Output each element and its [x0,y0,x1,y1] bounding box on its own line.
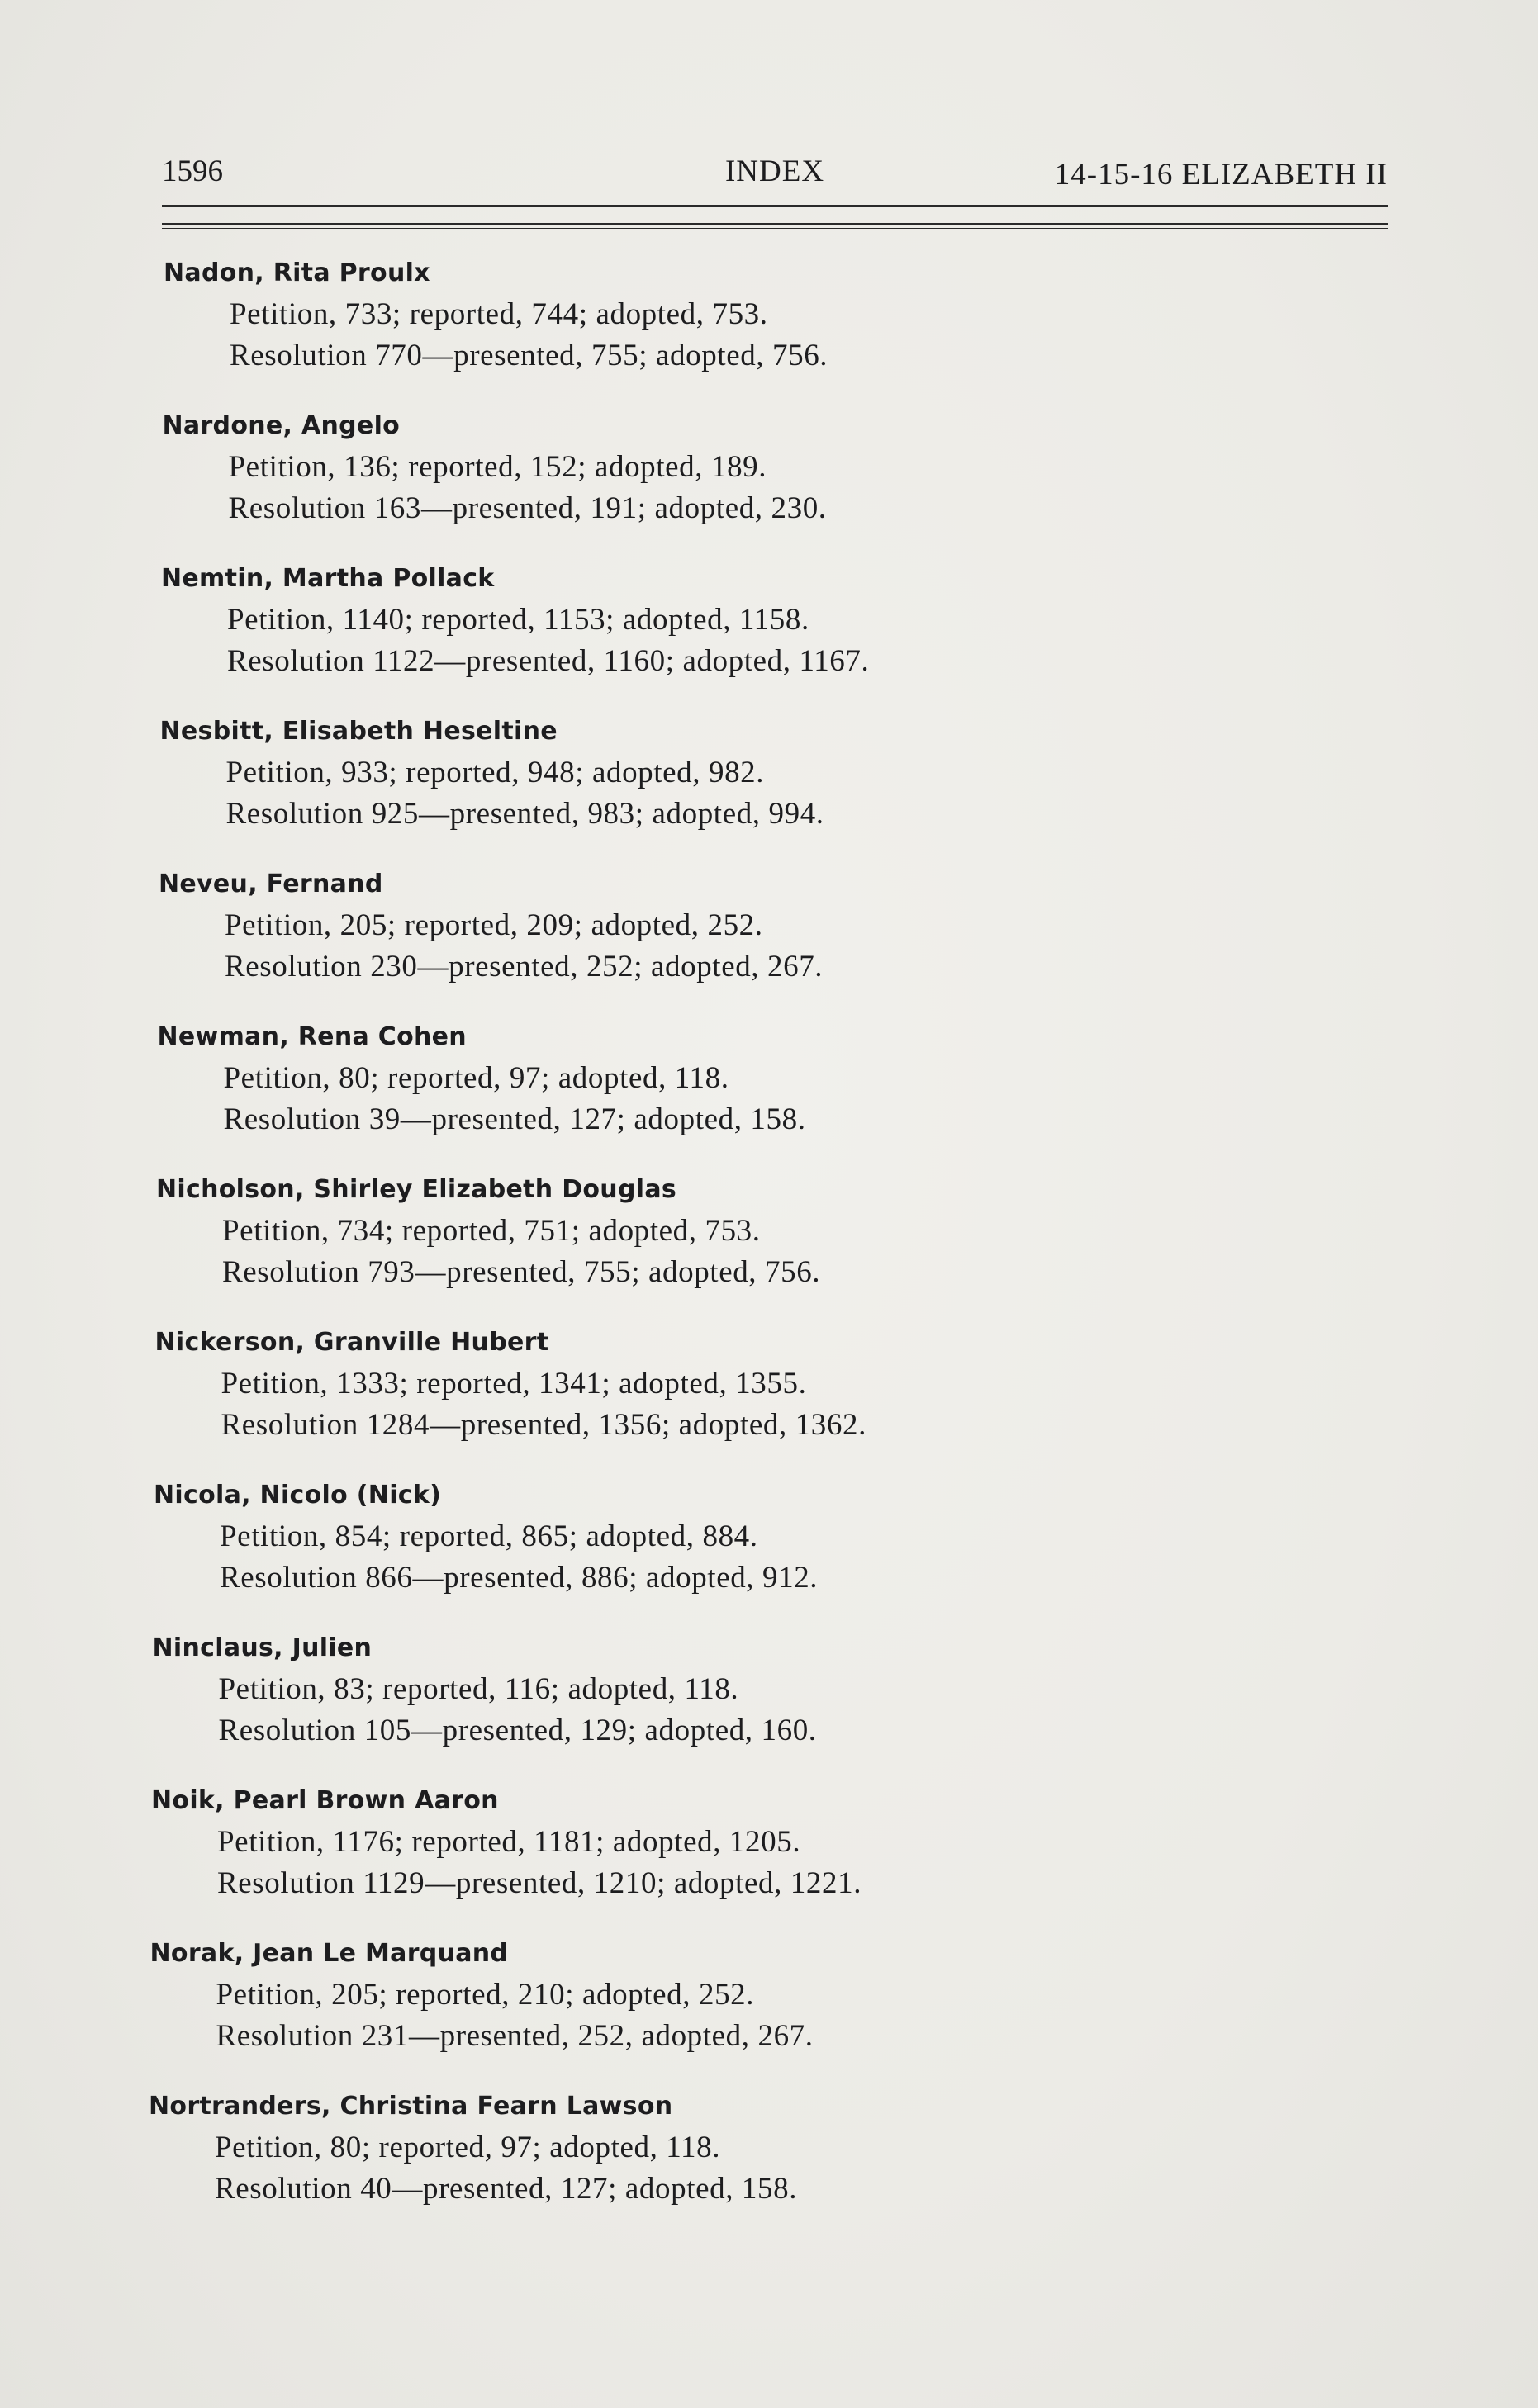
entry-resolution: Resolution 925—presented, 983; adopted, 994. [225,797,824,831]
entry-resolution: Resolution 39—presented, 127; adopted, 158. [223,1102,806,1136]
entry-petition: Petition, 734; reported, 751; adopted, 753. [222,1214,761,1248]
entry-petition: Petition, 1333; reported, 1341; adopted, 1355. [221,1367,807,1401]
header-rule-bottom-thin [162,228,1388,229]
entry-name: Norak, Jean Le Marquand [150,1939,509,1968]
entry-name: Nesbitt, Elisabeth Heseltine [159,717,558,746]
entry-name: Ninclaus, Julien [152,1633,373,1662]
entry-petition: Petition, 80; reported, 97; adopted, 118. [223,1061,729,1095]
index-entry [155,1322,1222,1475]
index-entries [147,253,1221,2239]
page-number: 1596 [162,154,223,188]
entry-petition: Petition, 854; reported, 865; adopted, 884. [220,1519,758,1553]
index-entry [156,1169,1221,1322]
entry-resolution: Resolution 230—presented, 252; adopted, 267. [225,950,824,984]
entry-name: Nicola, Nicolo (Nick) [154,1481,442,1510]
entry-resolution: Resolution 1122—presented, 1160; adopted, 1167. [227,644,870,678]
entry-resolution: Resolution 231—presented, 252, adopted, 267. [216,2019,814,2053]
index-entry [160,711,1222,864]
entry-name: Nemtin, Martha Pollack [161,564,495,593]
entry-name: Nicholson, Shirley Elizabeth Douglas [156,1175,677,1204]
entry-petition: Petition, 205; reported, 210; adopted, 252. [216,1978,755,2012]
header-rule-bottom [162,223,1388,225]
entry-resolution: Resolution 105—presented, 129; adopted, 160. [218,1714,817,1747]
page-title: INDEX [724,154,825,188]
entry-resolution: Resolution 40—presented, 127; adopted, 158. [215,2172,798,2206]
entry-name: Nickerson, Granville Hubert [154,1328,549,1357]
entry-petition: Petition, 733; reported, 744; adopted, 753. [230,297,768,331]
entry-name: Noik, Pearl Brown Aaron [151,1786,499,1815]
index-entry [150,1933,1222,2086]
entry-petition: Petition, 80; reported, 97; adopted, 118. [215,2131,721,2164]
entry-resolution: Resolution 866—presented, 886; adopted, 912. [220,1561,819,1595]
entry-name: Nadon, Rita Proulx [164,258,430,287]
entry-resolution: Resolution 793—presented, 755; adopted, 756. [222,1255,821,1289]
entry-petition: Petition, 136; reported, 152; adopted, 189. [228,450,767,484]
index-entry [153,1628,1222,1780]
entry-petition: Petition, 83; reported, 116; adopted, 118. [218,1672,739,1706]
entry-resolution: Resolution 770—presented, 755; adopted, 756. [230,339,828,372]
entry-name: Newman, Rena Cohen [157,1022,467,1051]
entry-resolution: Resolution 1284—presented, 1356; adopted, 1362. [221,1408,866,1442]
index-entry [158,1017,1222,1169]
entry-resolution: Resolution 1129—presented, 1210; adopted, 1221. [217,1866,862,1900]
entry-petition: Petition, 1140; reported, 1153; adopted, 1158. [227,603,809,637]
index-entry [161,558,1221,711]
entry-petition: Petition, 1176; reported, 1181; adopted, 1205. [217,1825,801,1859]
index-entry [154,1475,1221,1628]
session-label: 14-15-16 ELIZABETH II [1054,158,1388,192]
entry-resolution: Resolution 163—presented, 191; adopted, 230. [228,491,827,525]
entry-petition: Petition, 205; reported, 209; adopted, 252. [225,908,763,942]
index-entry [159,864,1221,1017]
entry-name: Neveu, Fernand [159,870,383,898]
entry-petition: Petition, 933; reported, 948; adopted, 982. [225,756,765,789]
entry-name: Nortranders, Christina Fearn Lawson [149,2092,673,2121]
header-rule-top [162,205,1388,207]
index-entry [164,253,1221,405]
index-entry [163,405,1222,558]
page-header [162,149,1388,190]
entry-name: Nardone, Angelo [162,411,401,440]
index-entry [149,2086,1221,2239]
index-entry [151,1780,1221,1933]
